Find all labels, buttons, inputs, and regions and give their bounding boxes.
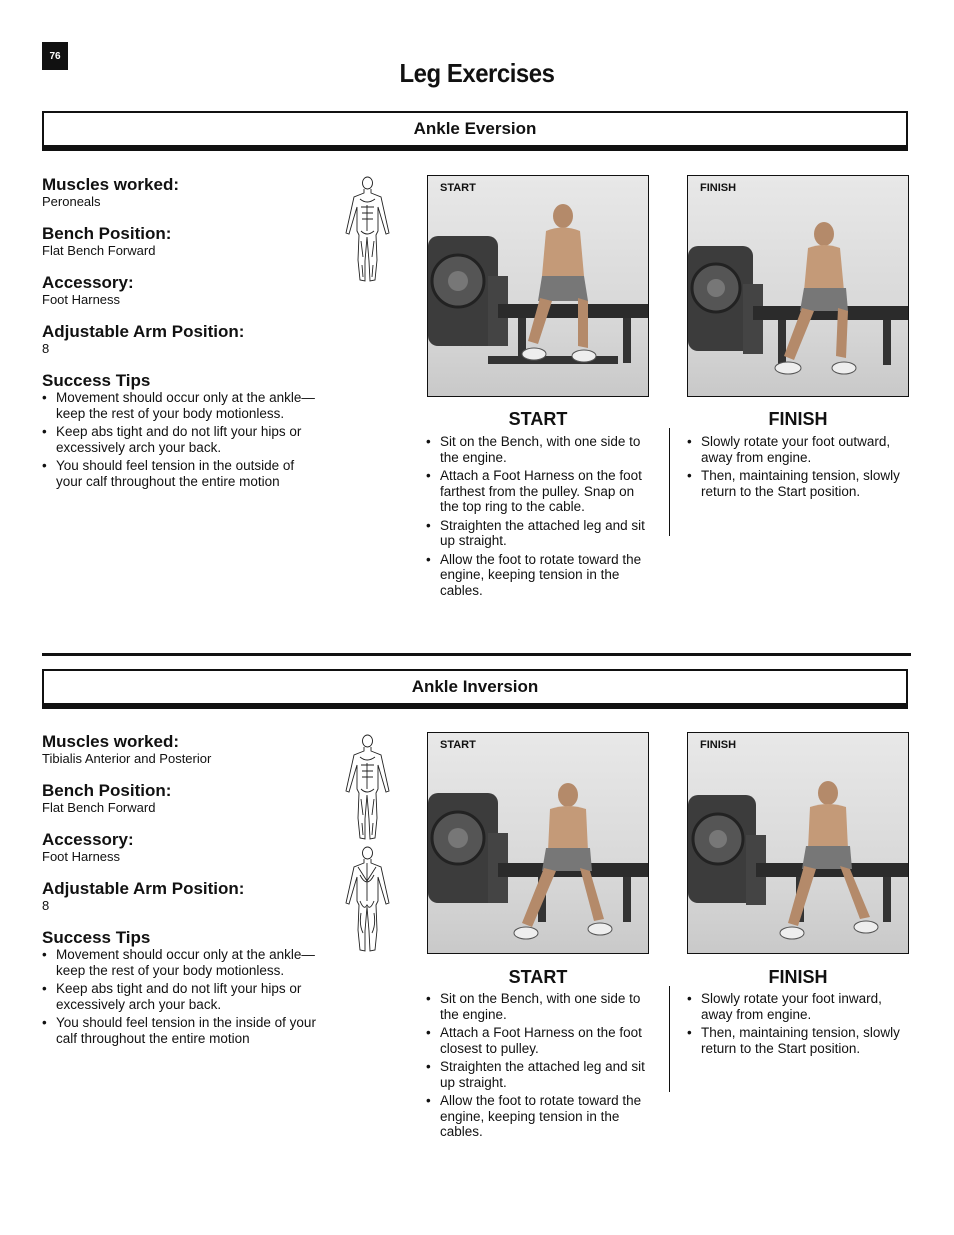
exercise-illustration (688, 176, 909, 397)
exercise-illustration (688, 733, 909, 954)
step-item: • Attach a Foot Harness on the foot closest to pulley. (426, 1025, 652, 1056)
page-number: 76 (42, 42, 68, 70)
photo-finish-tag: FINISH (700, 182, 737, 194)
exercise-illustration (428, 733, 649, 954)
exercise-info-inversion (42, 732, 317, 1049)
start-photo-eversion (427, 175, 649, 397)
step-item: • Attach a Foot Harness on the foot farthest from the pulley. Snap on the top ring to the cable. (426, 468, 652, 515)
success-tips-label: Success Tips (42, 928, 151, 947)
success-tips-list (42, 947, 317, 1046)
arm-position-label: Adjustable Arm Position: (42, 879, 245, 898)
start-steps-list (426, 434, 652, 601)
bench-value: Flat Bench Forward (42, 243, 156, 258)
column-divider (669, 986, 670, 1092)
muscles-label: Muscles worked: (42, 732, 179, 751)
tip-item: • You should feel tension in the inside of your calf throughout the entire motion (42, 1015, 317, 1046)
start-heading: START (508, 967, 568, 987)
start-heading: START (508, 409, 568, 429)
tip-item: • Movement should occur only at the ankle—keep the rest of your body motionless. (42, 390, 317, 421)
arm-position-value: 8 (42, 898, 50, 913)
muscle-figure-back-icon (340, 845, 395, 957)
finish-steps-list (687, 434, 913, 502)
accessory-value: Foot Harness (42, 292, 121, 307)
step-item: • Slowly rotate your foot inward, away from engine. (687, 991, 913, 1022)
step-item: • Then, maintaining tension, slowly return to the Start position. (687, 1025, 913, 1056)
accessory-label: Accessory: (42, 273, 134, 292)
arm-position-value: 8 (42, 341, 50, 356)
muscles-value: Peroneals (42, 194, 101, 209)
muscle-figure-front-icon (340, 733, 395, 845)
start-steps-list (426, 991, 652, 1143)
step-item: • Sit on the Bench, with one side to the engine. (426, 991, 652, 1022)
start-photo-inversion (427, 732, 649, 954)
step-item: • Sit on the Bench, with one side to the engine. (426, 434, 652, 465)
success-tips-label: Success Tips (42, 371, 151, 390)
muscles-value: Tibialis Anterior and Posterior (42, 751, 212, 766)
tip-item: • Keep abs tight and do not lift your hips or excessively arch your back. (42, 981, 317, 1012)
tip-item: • You should feel tension in the outside of your calf throughout the entire motion (42, 458, 317, 489)
arm-position-label: Adjustable Arm Position: (42, 322, 245, 341)
muscles-label: Muscles worked: (42, 175, 179, 194)
bench-value: Flat Bench Forward (42, 800, 156, 815)
finish-photo-eversion (687, 175, 909, 397)
finish-heading: FINISH (768, 409, 828, 429)
section-header-ankle-eversion: Ankle Eversion (42, 111, 908, 151)
accessory-label: Accessory: (42, 830, 134, 849)
page-title: Leg Exercises (399, 58, 555, 88)
bench-label: Bench Position: (42, 224, 172, 243)
success-tips-list (42, 390, 317, 489)
step-item: • Then, maintaining tension, slowly return to the Start position. (687, 468, 913, 499)
finish-heading: FINISH (768, 967, 828, 987)
section-divider (42, 653, 911, 656)
accessory-value: Foot Harness (42, 849, 121, 864)
photo-start-tag: START (440, 739, 476, 751)
section-header-ankle-inversion: Ankle Inversion (42, 669, 908, 709)
column-divider (669, 428, 670, 536)
finish-photo-inversion (687, 732, 909, 954)
finish-steps-list (687, 991, 913, 1059)
tip-item: • Movement should occur only at the ankle—keep the rest of your body motionless. (42, 947, 317, 978)
muscle-figure-front-icon (340, 175, 395, 287)
photo-start-tag: START (440, 182, 476, 194)
exercise-info-eversion (42, 175, 317, 492)
step-item: • Slowly rotate your foot outward, away from engine. (687, 434, 913, 465)
exercise-illustration (428, 176, 649, 397)
tip-item: • Keep abs tight and do not lift your hips or excessively arch your back. (42, 424, 317, 455)
step-item: • Straighten the attached leg and sit up straight. (426, 518, 652, 549)
photo-finish-tag: FINISH (700, 739, 737, 751)
step-item: • Allow the foot to rotate toward the engine, keeping tension in the cables. (426, 552, 652, 599)
step-item: • Straighten the attached leg and sit up straight. (426, 1059, 652, 1090)
bench-label: Bench Position: (42, 781, 172, 800)
step-item: • Allow the foot to rotate toward the engine, keeping tension in the cables. (426, 1093, 652, 1140)
